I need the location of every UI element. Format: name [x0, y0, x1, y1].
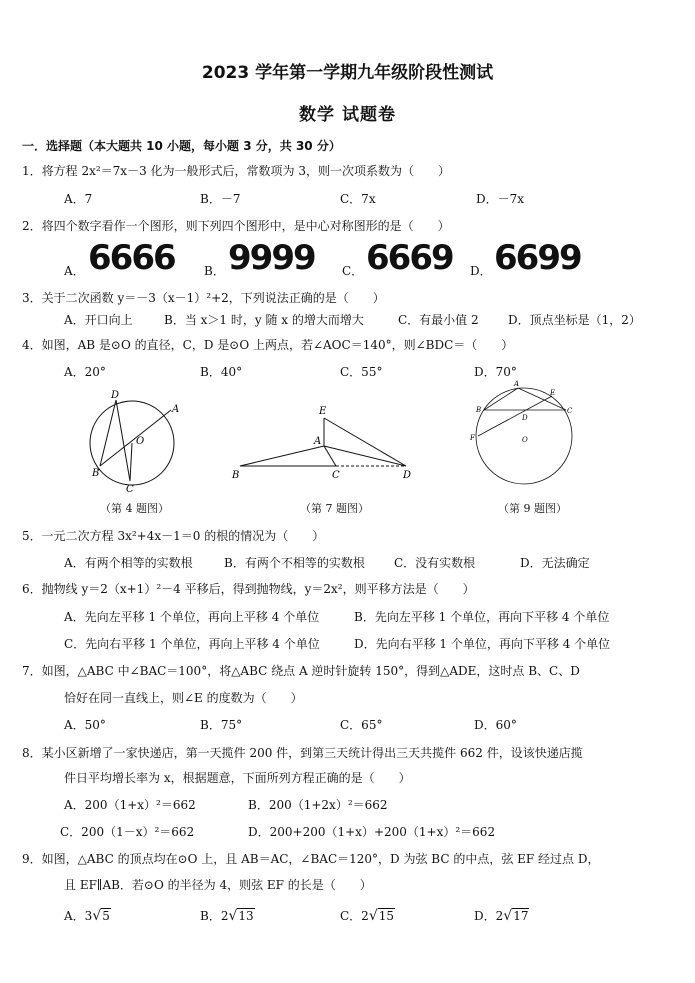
fig4-label-a: A	[172, 404, 180, 415]
q9-option-a-label: A．3	[64, 909, 93, 923]
q1-option-c[interactable]: C．7x	[340, 192, 376, 206]
q7-option-b[interactable]: B．75°	[200, 718, 243, 732]
q6-option-c[interactable]: C．先向右平移 1 个单位，再向上平移 4 个单位	[64, 637, 320, 651]
q9-option-c-radicand: 15	[378, 909, 395, 923]
question-4-options	[64, 364, 684, 380]
page-title: 2023 学年第一学期九年级阶段性测试	[201, 63, 494, 83]
question-8-stem-line1: 8．某小区新增了一家快递店，第一天揽件 200 件，到第三天统计得出三天共揽件 662 件，设该快递店揽	[22, 746, 583, 760]
q4-option-a[interactable]: A．20°	[64, 365, 106, 379]
question-9-options	[64, 905, 684, 927]
question-1-options	[64, 191, 684, 207]
q4-option-d[interactable]: D．70°	[474, 365, 517, 379]
q5-option-b[interactable]: B．有两个不相等的实数根	[224, 556, 365, 570]
fig4-label-d: D	[111, 390, 120, 401]
question-2-stem: 2．将四个数字看作一个图形，则下列四个图形中，是中心对称图形的是（ ）	[22, 219, 450, 233]
q2-option-d-figure: 6699	[494, 238, 581, 278]
q3-option-a[interactable]: A．开口向上	[64, 313, 133, 327]
fig7-label-b: B	[232, 470, 240, 481]
q8-option-a[interactable]: A．200（1+x）²＝662	[64, 798, 196, 812]
q8-option-b[interactable]: B．200（1+2x）²＝662	[248, 798, 388, 812]
fig7-label-e: E	[319, 406, 327, 417]
figure-7-triangle-diagram	[226, 400, 426, 482]
fig4-label-o: O	[136, 436, 145, 447]
question-8-stem-line2: 件日平均增长率为 x，根据题意，下面所列方程正确的是（ ）	[64, 771, 411, 785]
q5-option-d[interactable]: D．无法确定	[520, 556, 590, 570]
q7-option-d[interactable]: D．60°	[474, 718, 517, 732]
q5-option-c[interactable]: C．没有实数根	[394, 556, 476, 570]
figure-9-caption: （第 9 题图）	[498, 502, 567, 515]
question-6-options-row2	[64, 636, 684, 652]
q2-option-b-figure: 9999	[228, 238, 315, 278]
q9-option-d-radicand: 17	[513, 909, 529, 923]
q1-option-b[interactable]: B．－7	[200, 192, 241, 206]
q6-option-b[interactable]: B．先向左平移 1 个单位，再向下平移 4 个单位	[354, 610, 610, 624]
fig9-label-b: B	[476, 406, 482, 414]
figure-7-caption: （第 7 题图）	[300, 502, 369, 515]
q9-option-b[interactable]: B．2√13	[200, 908, 254, 924]
question-1-stem: 1．将方程 2x²＝7x－3 化为一般形式后，常数项为 3，则一次项系数为（ ）	[22, 164, 450, 178]
figure-4-caption: （第 4 题图）	[100, 502, 169, 515]
q4-option-b[interactable]: B．40°	[200, 365, 243, 379]
question-6-options-row1	[64, 609, 684, 625]
fig9-label-a: A	[514, 380, 520, 388]
question-4-stem: 4．如图，AB 是⊙O 的直径，C，D 是⊙O 上两点，若∠AOC＝140°，则∠BDC＝（ ）	[22, 338, 514, 352]
question-5-options	[64, 555, 684, 571]
question-6-stem: 6．抛物线 y＝2（x+1）²－4 平移后，得到抛物线，y＝2x²，则平移方法是（ ）	[22, 582, 475, 596]
q9-option-b-radicand: 13	[238, 909, 254, 923]
fig4-label-c: C	[126, 484, 134, 495]
fig7-label-c: C	[332, 470, 340, 481]
fig9-label-c: C	[567, 407, 573, 415]
fig7-label-d: D	[403, 470, 412, 481]
q2-option-d-label[interactable]: D．	[470, 264, 492, 278]
q9-option-d[interactable]: D．2√17	[474, 908, 529, 924]
fig9-label-e: E	[550, 389, 556, 397]
question-3-options	[64, 312, 684, 328]
q8-option-c[interactable]: C．200（1－x）²＝662	[60, 825, 195, 839]
q9-option-c[interactable]: C．2√15	[340, 908, 395, 924]
fig9-label-d: D	[522, 414, 528, 422]
question-8-options-row2	[60, 824, 680, 840]
q2-option-a-figure: 6666	[88, 238, 175, 278]
section-heading: 一．选择题（本大题共 10 小题，每小题 3 分，共 30 分）	[22, 139, 341, 153]
q9-option-d-label: D．2	[474, 909, 504, 923]
q1-option-a[interactable]: A．7	[64, 192, 93, 206]
q7-option-c[interactable]: C．65°	[340, 718, 383, 732]
question-5-stem: 5．一元二次方程 3x²+4x－1＝0 的根的情况为（ ）	[22, 529, 325, 543]
q3-option-d[interactable]: D．顶点坐标是（1，2）	[508, 313, 641, 327]
q5-option-a[interactable]: A．有两个相等的实数根	[64, 556, 193, 570]
q6-option-d[interactable]: D．先向右平移 1 个单位，再向下平移 4 个单位	[354, 637, 611, 651]
question-7-options	[64, 717, 684, 733]
fig9-label-f: F	[470, 434, 475, 442]
fig9-label-o: O	[522, 436, 528, 444]
q3-option-b[interactable]: B．当 x＞1 时，y 随 x 的增大而增大	[164, 313, 364, 327]
q3-option-c[interactable]: C．有最小值 2	[398, 313, 479, 327]
question-8-options-row1	[64, 797, 684, 813]
q9-option-a-radicand: 5	[102, 909, 110, 923]
figure-9-circle-diagram	[466, 378, 586, 490]
q2-option-c-figure: 6669	[366, 238, 453, 278]
q9-option-b-label: B．2	[200, 909, 229, 923]
q6-option-a[interactable]: A．先向左平移 1 个单位，再向上平移 4 个单位	[64, 610, 320, 624]
question-9-stem-line2: 且 EF∥AB．若⊙O 的半径为 4，则弦 EF 的长是（ ）	[64, 878, 372, 892]
q2-option-c-label[interactable]: C．	[342, 264, 364, 278]
question-3-stem: 3．关于二次函数 y＝－3（x－1）²+2，下列说法正确的是（ ）	[22, 291, 385, 305]
q1-option-d[interactable]: D．－7x	[476, 192, 525, 206]
q2-option-b-label[interactable]: B．	[204, 264, 225, 278]
q8-option-d[interactable]: D．200+200（1+x）+200（1+x）²＝662	[248, 825, 496, 839]
q2-option-a-label[interactable]: A．	[64, 264, 85, 278]
fig4-label-b: B	[92, 468, 100, 479]
question-7-stem-line2: 恰好在同一直线上，则∠E 的度数为（ ）	[64, 691, 303, 705]
question-7-stem-line1: 7．如图，△ABC 中∠BAC＝100°，将△ABC 绕点 A 逆时针旋转 150°，得到△ADE，这时点 B、C、D	[22, 664, 580, 678]
question-9-stem-line1: 9．如图，△ABC 的顶点均在⊙O 上，且 AB＝AC，∠BAC＝120°，D 为弦 BC 的中点，弦 EF 经过点 D，	[22, 852, 600, 866]
q9-option-c-label: C．2	[340, 909, 369, 923]
fig7-label-a: A	[314, 436, 322, 447]
q7-option-a[interactable]: A．50°	[64, 718, 106, 732]
q9-option-a[interactable]: A．3√5	[64, 908, 110, 924]
figure-4-circle-diagram	[84, 386, 184, 496]
page-subtitle: 数学 试题卷	[299, 105, 396, 125]
q4-option-c[interactable]: C．55°	[340, 365, 383, 379]
